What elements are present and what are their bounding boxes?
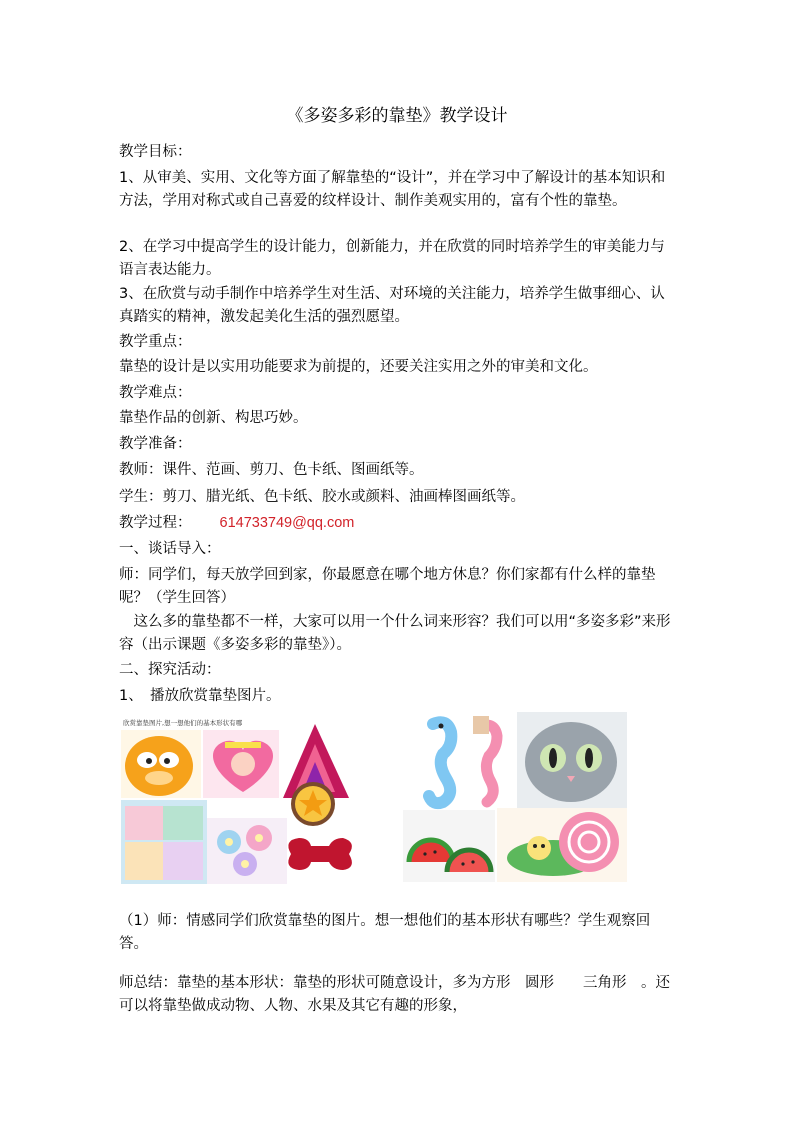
objectives-heading: 教学目标： [119, 144, 192, 160]
preparation-teacher: 教师：课件、范画、剪刀、色卡纸、图画纸等。 [119, 462, 424, 478]
email-link[interactable]: 614733749@qq.com [219, 515, 355, 531]
difficulties-text: 靠垫作品的创新、构思巧妙。 [119, 410, 308, 426]
section2-step-1: 1、 播放欣赏靠垫图片。 [119, 688, 281, 704]
section1-paragraph-2: 这么多的靠垫都不一样，大家可以用一个什么词来形容？我们可以用“多姿多彩”来形容（出示课题《多姿多彩的靠垫》）。 [119, 614, 671, 653]
objective-3: 3、在欣赏与动手制作中培养学生对生活、对环境的关注能力，培养学生做事细心、认真踏实的精神，激发起美化生活的强烈愿望。 [119, 286, 665, 325]
cushion-collage-right-image [403, 712, 630, 884]
section1-heading: 一、谈话导入： [119, 541, 221, 557]
cushion-collage-left [119, 714, 360, 886]
objective-1: 1、从审美、实用、文化等方面了解靠垫的“设计”，并在学习中了解设计的基本知识和方法，学用对称式或自己喜爱的纹样设计、制作美观实用的，富有个性的靠垫。 [119, 170, 666, 209]
key-points-heading: 教学重点： [119, 334, 192, 350]
process-heading: 教学过程： [119, 515, 192, 531]
key-points-text: 靠垫的设计是以实用功能要求为前提的，还要关注实用之外的审美和文化。 [119, 359, 598, 375]
cushion-collage-right [403, 712, 630, 884]
difficulties-heading: 教学难点： [119, 385, 192, 401]
preparation-heading: 教学准备： [119, 436, 192, 452]
question-1: （1）师：情感同学们欣赏靠垫的图片。想一想他们的基本形状有哪些？学生观察回答。 [119, 913, 651, 952]
teacher-summary: 师总结：靠垫的基本形状：靠垫的形状可随意设计，多为方形 圆形 三角形 。还可以将靠垫做成动物、人物、水果及其它有趣的形象， [119, 975, 670, 1014]
objective-2: 2、在学习中提高学生的设计能力，创新能力，并在欣赏的同时培养学生的审美能力与语言表达能力。 [119, 239, 665, 278]
section1-paragraph-1: 师：同学们，每天放学回到家，你最愿意在哪个地方休息？你们家都有什么样的靠垫呢？（学生回答） [119, 567, 656, 606]
section2-heading: 二、探究活动： [119, 662, 221, 678]
process-line [119, 512, 679, 535]
collage-caption: 欣赏靠垫图片,想一想他们的基本形状有哪 [123, 719, 243, 727]
preparation-student: 学生：剪刀、腊光纸、色卡纸、胶水或颜料、油画棒图画纸等。 [119, 489, 525, 505]
document-title: 《多姿多彩的靠垫》教学设计 [286, 106, 508, 126]
cushion-collage-left-image [119, 714, 360, 886]
